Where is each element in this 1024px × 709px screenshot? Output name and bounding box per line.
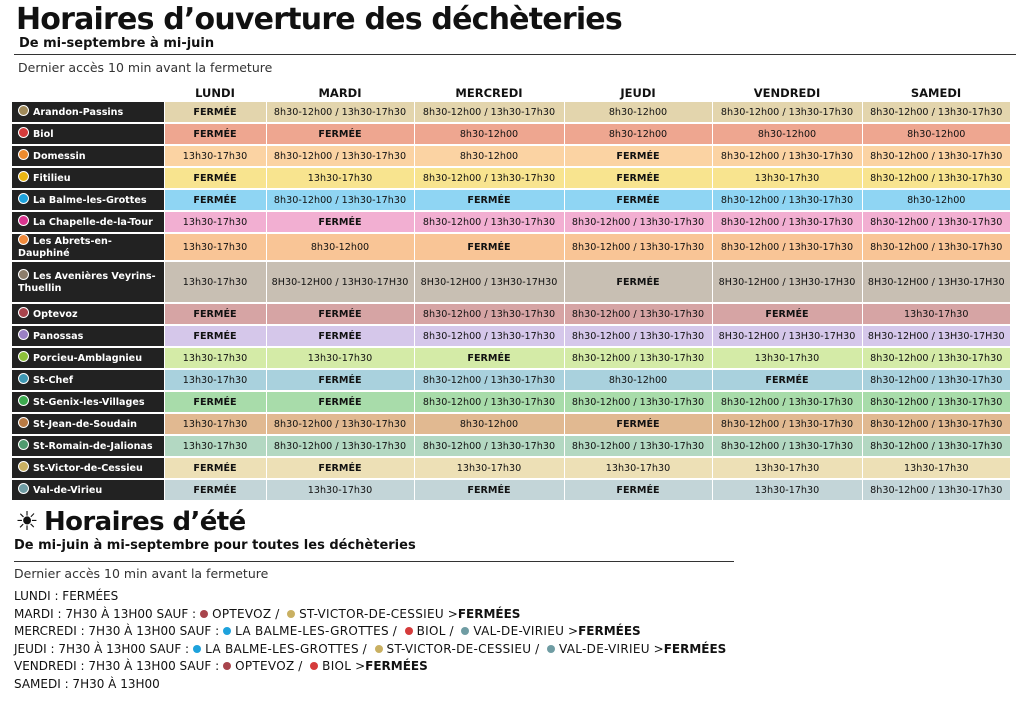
table-row <box>12 167 1010 189</box>
hours-cell: 8h30-12h00 / 13h30-17h30 <box>564 325 712 347</box>
hours-cell: 8h30-12h00 / 13h30-17h30 <box>862 233 1010 261</box>
hours-cell: 13h30-17h30 <box>164 435 266 457</box>
table-row <box>12 303 1010 325</box>
hours-cell: FERMÉE <box>564 413 712 435</box>
summer-site-name: VAL-DE-VIRIEU <box>559 641 650 656</box>
hours-cell: 8h30-12h00 / 13h30-17h30 <box>712 233 862 261</box>
site-name: Arandon-Passins <box>33 107 124 118</box>
hours-cell: FERMÉE <box>164 457 266 479</box>
hours-cell: 13h30-17h30 <box>164 233 266 261</box>
site-name: La Chapelle-de-la-Tour <box>33 217 153 228</box>
hours-cell: 13h30-17h30 <box>862 457 1010 479</box>
site-name-cell <box>12 391 164 413</box>
site-name-cell <box>12 413 164 435</box>
site-color-dot-icon <box>287 610 295 618</box>
site-color-dot-icon <box>18 193 29 204</box>
hours-cell: 8h30-12h00 / 13h30-17h30 <box>564 211 712 233</box>
day-header: LUNDI <box>164 84 266 102</box>
hours-cell: 8h30-12h00 / 13h30-17h30 <box>862 435 1010 457</box>
site-name-cell <box>12 261 164 303</box>
summer-site-name: OPTEVOZ <box>212 606 272 621</box>
hours-cell: 8H30-12H00 / 13H30-17H30 <box>862 325 1010 347</box>
day-header: JEUDI <box>564 84 712 102</box>
site-name-cell <box>12 167 164 189</box>
hours-cell: 13h30-17h30 <box>164 369 266 391</box>
hours-cell: FERMÉE <box>414 347 564 369</box>
site-color-dot-icon <box>18 417 29 428</box>
hours-cell: 13h30-17h30 <box>266 167 414 189</box>
table-row <box>12 233 1010 261</box>
site-name-cell <box>12 457 164 479</box>
hours-cell: 13h30-17h30 <box>862 303 1010 325</box>
hours-cell: FERMÉE <box>266 369 414 391</box>
hours-cell: 8H30-12H00 / 13H30-17H30 <box>266 261 414 303</box>
summer-line-prefix: MERCREDI : 7H30 À 13H00 SAUF : <box>14 624 220 638</box>
corner-cell <box>12 84 164 102</box>
hours-cell: 13h30-17h30 <box>164 261 266 303</box>
hours-cell: 8h30-12h00 / 13h30-17h30 <box>862 145 1010 167</box>
last-access-note: Dernier accès 10 min avant la fermeture <box>18 60 273 75</box>
summer-schedule-lines <box>14 588 726 693</box>
site-name-cell <box>12 479 164 501</box>
hours-cell: 8h30-12h00 / 13h30-17h30 <box>712 102 862 123</box>
site-name: St-Romain-de-Jalionas <box>33 441 153 452</box>
schedule-table <box>12 84 1010 502</box>
hours-cell: 8h30-12h00 / 13h30-17h30 <box>862 413 1010 435</box>
hours-cell: FERMÉE <box>266 457 414 479</box>
site-color-dot-icon <box>18 269 29 280</box>
site-name-cell <box>12 369 164 391</box>
summer-line-prefix: JEUDI : 7H30 À 13H00 SAUF : <box>14 641 190 656</box>
separator: / <box>445 624 458 638</box>
sun-icon: ☀ <box>15 507 39 537</box>
hours-cell: 8h30-12h00 / 13h30-17h30 <box>712 145 862 167</box>
site-name-cell <box>12 233 164 261</box>
hours-cell: 8h30-12h00 / 13h30-17h30 <box>266 435 414 457</box>
hours-cell: 13h30-17h30 <box>712 479 862 501</box>
site-color-dot-icon <box>18 439 29 450</box>
site-name: Fitilieu <box>33 173 71 184</box>
hours-cell: 8h30-12h00 / 13h30-17h30 <box>862 167 1010 189</box>
hours-cell: 8h30-12h00 / 13h30-17h30 <box>712 435 862 457</box>
summer-line-prefix: VENDREDI : 7H30 À 13H00 SAUF : <box>14 659 220 673</box>
hours-cell: 8h30-12h00 <box>862 123 1010 145</box>
site-name-cell <box>12 145 164 167</box>
hours-cell: 8h30-12h00 / 13h30-17h30 <box>862 479 1010 501</box>
site-name: St-Chef <box>33 375 74 386</box>
hours-cell: FERMÉE <box>164 325 266 347</box>
hours-cell: 8h30-12h00 <box>266 233 414 261</box>
summer-line-suffix: FERMÉES <box>457 606 521 621</box>
hours-cell: FERMÉE <box>414 189 564 211</box>
hours-cell: FERMÉE <box>266 391 414 413</box>
hours-cell: FERMÉE <box>414 479 564 501</box>
site-color-dot-icon <box>193 645 201 653</box>
site-color-dot-icon <box>375 645 383 653</box>
hours-cell: 13h30-17h30 <box>414 457 564 479</box>
site-name: Domessin <box>33 151 86 162</box>
hours-cell: FERMÉE <box>266 123 414 145</box>
summer-title: Horaires d’été <box>44 507 246 537</box>
header-row <box>12 84 1010 102</box>
hours-cell: 8h30-12h00 / 13h30-17h30 <box>414 325 564 347</box>
hours-cell: 8h30-12h00 / 13h30-17h30 <box>414 167 564 189</box>
hours-cell: 8h30-12h00 / 13h30-17h30 <box>414 211 564 233</box>
summer-site-name: ST-VICTOR-DE-CESSIEU <box>299 606 444 621</box>
site-color-dot-icon <box>405 627 413 635</box>
hours-cell: 8h30-12h00 / 13h30-17h30 <box>564 435 712 457</box>
site-name: Porcieu-Amblagnieu <box>33 353 143 364</box>
site-name: La Balme-les-Grottes <box>33 195 147 206</box>
hours-cell: 8h30-12h00 / 13h30-17h30 <box>712 391 862 413</box>
site-name-cell <box>12 189 164 211</box>
summer-site-name: OPTEVOZ <box>235 659 295 673</box>
site-name-cell <box>12 211 164 233</box>
hours-cell: 8h30-12h00 / 13h30-17h30 <box>266 102 414 123</box>
hours-cell: FERMÉE <box>266 303 414 325</box>
hours-cell: FERMÉE <box>564 167 712 189</box>
hours-cell: 8h30-12h00 / 13h30-17h30 <box>564 347 712 369</box>
site-color-dot-icon <box>18 461 29 472</box>
summer-line-suffix: FERMÉES <box>663 641 727 656</box>
hours-cell: FERMÉE <box>164 189 266 211</box>
table-row <box>12 413 1010 435</box>
hours-cell: 13h30-17h30 <box>712 457 862 479</box>
summer-line-prefix: LUNDI : FERMÉES <box>14 589 119 603</box>
summer-line <box>14 676 726 694</box>
hours-cell: 8h30-12h00 / 13h30-17h30 <box>414 303 564 325</box>
separator: / <box>358 641 371 656</box>
hours-cell: 13h30-17h30 <box>712 167 862 189</box>
hours-cell: 8H30-12H00 / 13H30-17H30 <box>414 261 564 303</box>
table-row <box>12 479 1010 501</box>
summer-subtitle: De mi-juin à mi-septembre pour toutes les déchèteries <box>14 538 416 553</box>
day-header: MARDI <box>266 84 414 102</box>
summer-line <box>14 606 726 624</box>
hours-cell: 8h30-12h00 / 13h30-17h30 <box>564 233 712 261</box>
arrow-icon: > <box>564 624 579 638</box>
summer-line-prefix: SAMEDI : 7H30 À 13H00 <box>14 676 160 691</box>
site-color-dot-icon <box>18 395 29 406</box>
summer-line <box>14 641 726 659</box>
arrow-icon: > <box>443 606 458 621</box>
title-divider <box>14 54 1016 55</box>
site-name: Val-de-Virieu <box>33 485 103 496</box>
hours-cell: 13h30-17h30 <box>712 347 862 369</box>
hours-cell: FERMÉE <box>414 233 564 261</box>
summer-line <box>14 588 726 606</box>
site-name-cell <box>12 325 164 347</box>
hours-cell: FERMÉE <box>266 211 414 233</box>
hours-cell: FERMÉE <box>564 145 712 167</box>
day-header: MERCREDI <box>414 84 564 102</box>
summer-divider <box>14 561 734 562</box>
hours-cell: 13h30-17h30 <box>164 211 266 233</box>
table-row <box>12 189 1010 211</box>
table-row <box>12 102 1010 123</box>
summer-site-name: ST-VICTOR-DE-CESSIEU <box>386 641 532 656</box>
site-color-dot-icon <box>461 627 469 635</box>
site-name-cell <box>12 102 164 123</box>
site-color-dot-icon <box>200 610 208 618</box>
summer-line-suffix: FERMÉES <box>365 659 428 673</box>
hours-cell: 8h30-12h00 / 13h30-17h30 <box>564 391 712 413</box>
summer-line-suffix: FERMÉES <box>578 624 641 638</box>
separator: / <box>531 641 544 656</box>
site-color-dot-icon <box>223 662 231 670</box>
site-color-dot-icon <box>18 127 29 138</box>
hours-cell: 8h30-12h00 / 13h30-17h30 <box>266 145 414 167</box>
site-color-dot-icon <box>18 329 29 340</box>
site-color-dot-icon <box>18 215 29 226</box>
hours-cell: FERMÉE <box>164 102 266 123</box>
table-row <box>12 325 1010 347</box>
hours-cell: FERMÉE <box>164 479 266 501</box>
hours-cell: 8h30-12h00 / 13h30-17h30 <box>862 102 1010 123</box>
hours-cell: FERMÉE <box>164 167 266 189</box>
hours-cell: FERMÉE <box>712 369 862 391</box>
summer-line <box>14 623 726 641</box>
site-color-dot-icon <box>18 234 29 245</box>
site-name-cell <box>12 123 164 145</box>
hours-cell: 8h30-12h00 / 13h30-17h30 <box>564 303 712 325</box>
hours-cell: FERMÉE <box>164 391 266 413</box>
hours-cell: 8h30-12h00 / 13h30-17h30 <box>862 211 1010 233</box>
page-title: Horaires d’ouverture des déchèteries <box>16 2 622 37</box>
summer-site-name: BIOL <box>322 659 352 673</box>
table-row <box>12 347 1010 369</box>
hours-cell: 13h30-17h30 <box>266 347 414 369</box>
hours-cell: 8H30-12H00 / 13H30-17H30 <box>712 325 862 347</box>
hours-cell: 13h30-17h30 <box>266 479 414 501</box>
site-color-dot-icon <box>223 627 231 635</box>
hours-cell: 8h30-12h00 <box>414 145 564 167</box>
site-name: Les Abrets-en-Dauphiné <box>18 236 112 259</box>
site-name: Optevoz <box>33 309 78 320</box>
hours-cell: 13h30-17h30 <box>164 145 266 167</box>
separator: / <box>294 659 307 673</box>
summer-line <box>14 658 726 676</box>
hours-cell: 8h30-12h00 / 13h30-17h30 <box>712 189 862 211</box>
hours-cell: FERMÉE <box>712 303 862 325</box>
table-row <box>12 391 1010 413</box>
hours-cell: 8h30-12h00 / 13h30-17h30 <box>414 435 564 457</box>
hours-cell: FERMÉE <box>564 479 712 501</box>
site-color-dot-icon <box>18 171 29 182</box>
hours-cell: 8h30-12h00 / 13h30-17h30 <box>266 189 414 211</box>
summer-site-name: VAL-DE-VIRIEU <box>473 624 565 638</box>
summer-site-name: LA BALME-LES-GROTTES <box>205 641 359 656</box>
site-name-cell <box>12 303 164 325</box>
hours-cell: 13h30-17h30 <box>164 413 266 435</box>
hours-cell: 8h30-12h00 <box>712 123 862 145</box>
table-row <box>12 261 1010 303</box>
day-header: VENDREDI <box>712 84 862 102</box>
summer-last-access-note: Dernier accès 10 min avant la fermeture <box>14 566 269 581</box>
hours-cell: 8h30-12h00 / 13h30-17h30 <box>414 369 564 391</box>
hours-cell: 8h30-12h00 <box>564 123 712 145</box>
hours-cell: 8h30-12h00 / 13h30-17h30 <box>862 369 1010 391</box>
summer-site-name: BIOL <box>416 624 446 638</box>
site-name: St-Genix-les-Villages <box>33 397 145 408</box>
site-color-dot-icon <box>18 351 29 362</box>
hours-cell: 8H30-12H00 / 13H30-17H30 <box>862 261 1010 303</box>
hours-cell: 8h30-12h00 <box>564 102 712 123</box>
schedule-body <box>12 102 1010 501</box>
site-name: Panossas <box>33 331 84 342</box>
hours-cell: 8h30-12h00 <box>564 369 712 391</box>
site-name-cell <box>12 435 164 457</box>
arrow-icon: > <box>351 659 366 673</box>
hours-cell: 8H30-12H00 / 13H30-17H30 <box>712 261 862 303</box>
table-row <box>12 435 1010 457</box>
table-row <box>12 457 1010 479</box>
site-color-dot-icon <box>18 373 29 384</box>
hours-cell: 8h30-12h00 <box>862 189 1010 211</box>
table-row <box>12 145 1010 167</box>
hours-cell: 13h30-17h30 <box>164 347 266 369</box>
summer-site-name: LA BALME-LES-GROTTES <box>235 624 389 638</box>
hours-cell: FERMÉE <box>164 303 266 325</box>
hours-cell: FERMÉE <box>564 261 712 303</box>
site-name: St-Jean-de-Soudain <box>33 419 137 430</box>
site-color-dot-icon <box>18 483 29 494</box>
hours-cell: 8h30-12h00 / 13h30-17h30 <box>712 211 862 233</box>
site-name: St-Victor-de-Cessieu <box>33 463 143 474</box>
table-row <box>12 123 1010 145</box>
hours-cell: 8h30-12h00 <box>414 123 564 145</box>
page-subtitle: De mi-septembre à mi-juin <box>19 36 215 51</box>
hours-cell: 8h30-12h00 / 13h30-17h30 <box>414 102 564 123</box>
summer-line-prefix: MARDI : 7H30 À 13H00 SAUF : <box>14 606 197 621</box>
site-name: Les Avenières Veyrins-Thuellin <box>18 271 156 294</box>
separator: / <box>271 606 284 621</box>
hours-cell: 8h30-12h00 / 13h30-17h30 <box>862 391 1010 413</box>
site-color-dot-icon <box>18 307 29 318</box>
separator: / <box>388 624 401 638</box>
site-color-dot-icon <box>310 662 318 670</box>
hours-cell: 13h30-17h30 <box>564 457 712 479</box>
hours-cell: 8h30-12h00 <box>414 413 564 435</box>
table-row <box>12 369 1010 391</box>
hours-cell: FERMÉE <box>164 123 266 145</box>
site-color-dot-icon <box>18 149 29 160</box>
site-color-dot-icon <box>18 105 29 116</box>
site-color-dot-icon <box>547 645 555 653</box>
day-header: SAMEDI <box>862 84 1010 102</box>
site-name: Biol <box>33 129 54 140</box>
hours-cell: FERMÉE <box>564 189 712 211</box>
arrow-icon: > <box>649 641 664 656</box>
hours-cell: 8h30-12h00 / 13h30-17h30 <box>712 413 862 435</box>
hours-cell: 8h30-12h00 / 13h30-17h30 <box>266 413 414 435</box>
hours-cell: FERMÉE <box>266 325 414 347</box>
hours-cell: 8h30-12h00 / 13h30-17h30 <box>862 347 1010 369</box>
site-name-cell <box>12 347 164 369</box>
hours-cell: 8h30-12h00 / 13h30-17h30 <box>414 391 564 413</box>
table-row <box>12 211 1010 233</box>
